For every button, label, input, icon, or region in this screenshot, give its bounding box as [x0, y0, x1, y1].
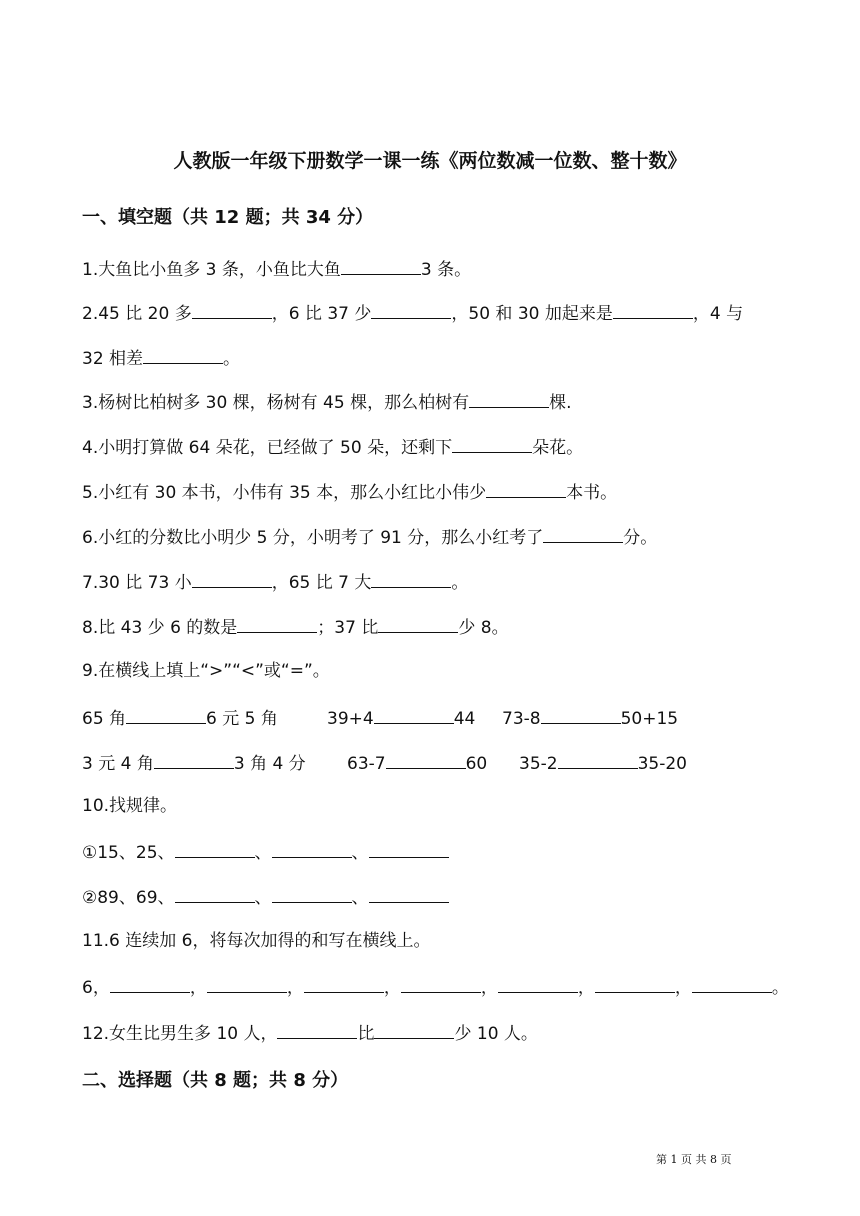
answer-blank[interactable]: [371, 569, 451, 588]
answer-blank[interactable]: [154, 750, 234, 769]
question-text: 少 10 人。: [454, 1024, 538, 1044]
question-12: [82, 1020, 538, 1046]
question-text: 比: [357, 1024, 375, 1044]
answer-blank[interactable]: [175, 884, 255, 903]
comparison-item: [82, 750, 347, 776]
question-7: [82, 569, 468, 595]
question-text: ；37 比: [317, 618, 379, 638]
question-3: [82, 389, 572, 415]
answer-blank[interactable]: [558, 750, 638, 769]
separator: 、: [351, 888, 369, 908]
comparison-item: [519, 750, 687, 776]
sequence-text: ①15、25、: [82, 843, 175, 863]
question-1: [82, 256, 471, 282]
answer-blank[interactable]: [386, 750, 466, 769]
answer-blank[interactable]: [371, 300, 451, 319]
answer-blank[interactable]: [541, 705, 621, 724]
section-heading-fill-in: 一、填空题（共 12 题；共 34 分）: [82, 207, 374, 228]
answer-blank[interactable]: [192, 569, 272, 588]
answer-blank[interactable]: [374, 1020, 454, 1039]
separator: 、: [254, 888, 272, 908]
question-9-row-2: [82, 750, 687, 776]
answer-blank[interactable]: [469, 389, 549, 408]
answer-blank[interactable]: [595, 974, 675, 993]
question-text: ，4 与: [692, 304, 744, 324]
question-11-answers: [82, 974, 789, 1000]
comparison-left: 39+4: [327, 709, 374, 729]
question-8: [82, 614, 509, 640]
comparison-item: [82, 705, 327, 731]
answer-blank[interactable]: [374, 705, 454, 724]
answer-blank[interactable]: [126, 705, 206, 724]
answer-blank[interactable]: [369, 839, 449, 858]
answer-blank[interactable]: [277, 1020, 357, 1039]
separator: 、: [254, 843, 272, 863]
question-text: ，6 比 37 少: [271, 304, 372, 324]
separator: ，: [480, 978, 498, 998]
answer-blank[interactable]: [207, 974, 287, 993]
question-11: 11.6 连续加 6，将每次加得的和写在横线上。: [82, 931, 431, 951]
answer-blank[interactable]: [110, 974, 190, 993]
question-text: 棵.: [549, 393, 572, 413]
answer-blank[interactable]: [452, 434, 532, 453]
answer-blank[interactable]: [401, 974, 481, 993]
question-6: [82, 524, 657, 550]
question-text: 1.大鱼比小鱼多 3 条，小鱼比大鱼: [82, 260, 341, 280]
question-10-sequence-2: [82, 884, 449, 910]
separator: 。: [771, 978, 789, 998]
comparison-left: 65 角: [82, 709, 127, 729]
comparison-right: 6 元 5 角: [206, 709, 278, 729]
answer-blank[interactable]: [143, 345, 223, 364]
comparison-right: 35-20: [637, 754, 687, 774]
answer-blank[interactable]: [175, 839, 255, 858]
answer-blank[interactable]: [486, 479, 566, 498]
question-text: 6.小红的分数比小明少 5 分，小明考了 91 分，那么小红考了: [82, 528, 544, 548]
question-text: 12.女生比男生多 10 人，: [82, 1024, 278, 1044]
comparison-right: 44: [453, 709, 476, 729]
comparison-left: 73-8: [502, 709, 541, 729]
question-10-sequence-1: [82, 839, 449, 865]
answer-blank[interactable]: [378, 614, 458, 633]
question-2-continued: [82, 345, 240, 371]
answer-blank[interactable]: [543, 524, 623, 543]
question-10: 10.找规律。: [82, 796, 178, 816]
question-text: 。: [451, 573, 469, 593]
question-text: 32 相差: [82, 349, 144, 369]
question-text: 2.45 比 20 多: [82, 304, 192, 324]
comparison-right: 60: [465, 754, 488, 774]
sequence-text: ②89、69、: [82, 888, 175, 908]
question-5: [82, 479, 617, 505]
sequence-start: 6，: [82, 978, 110, 998]
answer-blank[interactable]: [692, 974, 772, 993]
question-text: 朵花。: [532, 438, 584, 458]
page-number: 第 1 页 共 8 页: [656, 1153, 732, 1166]
answer-blank[interactable]: [369, 884, 449, 903]
question-text: ，65 比 7 大: [271, 573, 372, 593]
page-title: 人教版一年级下册数学一课一练《两位数减一位数、整十数》: [173, 150, 687, 172]
section-heading-multiple-choice: 二、选择题（共 8 题；共 8 分）: [82, 1070, 349, 1091]
comparison-left: 35-2: [519, 754, 558, 774]
question-text: 少 8。: [458, 618, 509, 638]
comparison-item: [502, 705, 678, 731]
answer-blank[interactable]: [341, 256, 421, 275]
answer-blank[interactable]: [613, 300, 693, 319]
question-2: [82, 300, 743, 326]
comparison-right: 3 角 4 分: [233, 754, 306, 774]
question-text: ，50 和 30 加起来是: [451, 304, 613, 324]
separator: ，: [577, 978, 595, 998]
question-text: 5.小红有 30 本书，小伟有 35 本，那么小红比小伟少: [82, 483, 487, 503]
question-9: 9.在横线上填上“>”“<”或“=”。: [82, 661, 330, 681]
question-text: 分。: [623, 528, 658, 548]
separator: ，: [189, 978, 207, 998]
comparison-item: [347, 750, 519, 776]
question-text: 。: [223, 349, 241, 369]
separator: ，: [286, 978, 304, 998]
question-text: 8.比 43 少 6 的数是: [82, 618, 238, 638]
answer-blank[interactable]: [272, 884, 352, 903]
answer-blank[interactable]: [237, 614, 317, 633]
answer-blank[interactable]: [192, 300, 272, 319]
separator: 、: [351, 843, 369, 863]
separator: ，: [674, 978, 692, 998]
answer-blank[interactable]: [272, 839, 352, 858]
question-text: 3 条。: [420, 260, 472, 280]
question-text: 本书。: [566, 483, 618, 503]
comparison-left: 63-7: [347, 754, 386, 774]
question-text: 4.小明打算做 64 朵花，已经做了 50 朵，还剩下: [82, 438, 453, 458]
question-text: 7.30 比 73 小: [82, 573, 192, 593]
answer-blank[interactable]: [498, 974, 578, 993]
question-4: [82, 434, 583, 460]
comparison-right: 50+15: [620, 709, 679, 729]
question-text: 3.杨树比柏树多 30 棵，杨树有 45 棵，那么柏树有: [82, 393, 470, 413]
comparison-left: 3 元 4 角: [82, 754, 154, 774]
separator: ，: [383, 978, 401, 998]
question-9-row-1: [82, 705, 678, 731]
answer-blank[interactable]: [304, 974, 384, 993]
comparison-item: [327, 705, 502, 731]
